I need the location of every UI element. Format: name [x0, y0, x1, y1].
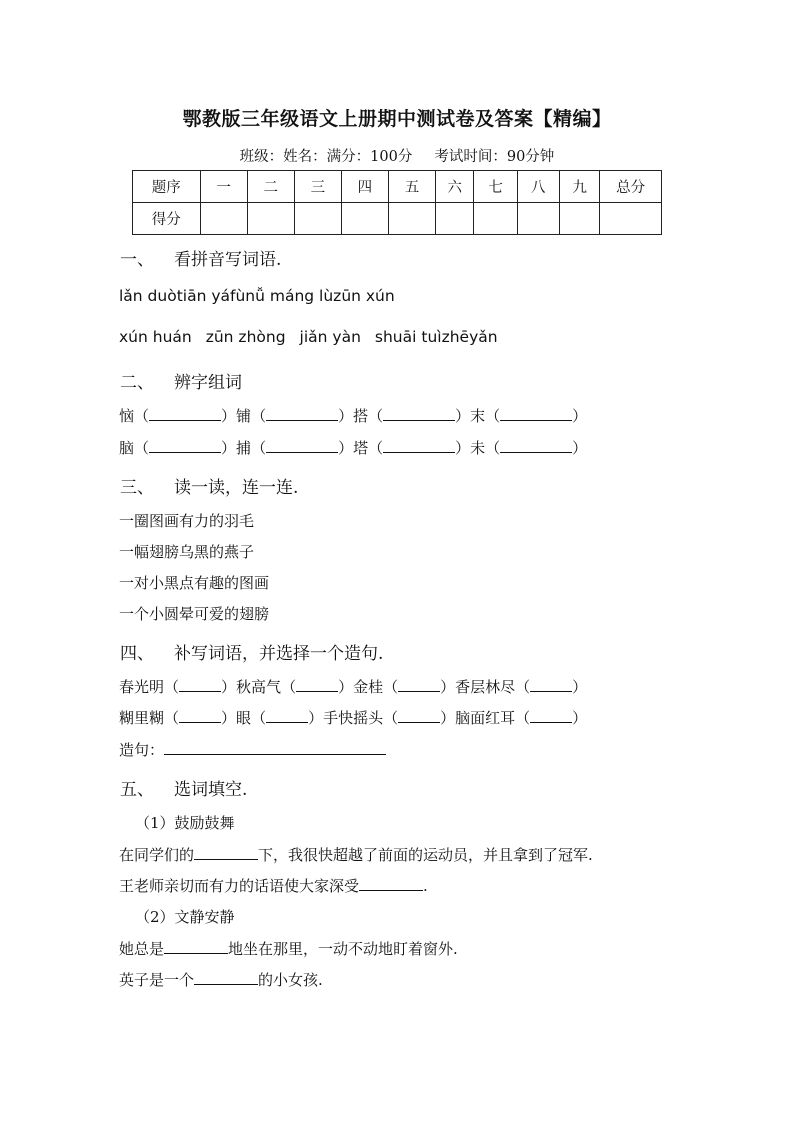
page-title: 鄂教版三年级语文上册期中测试卷及答案【精编】: [182, 108, 612, 130]
sentence-text: .: [423, 877, 428, 895]
answer-blank[interactable]: [359, 889, 423, 891]
answer-blank[interactable]: [500, 451, 572, 453]
paren: （: [251, 439, 267, 457]
answer-blank[interactable]: [530, 690, 572, 692]
idiom-part: 春光明: [119, 678, 165, 696]
row-label-cell: 得分: [133, 203, 201, 235]
section-title: 看拼音写词语.: [174, 250, 282, 270]
idiom-part: 眼: [236, 709, 252, 727]
sentence-text: 地坐在那里，一动不动地盯着窗外.: [228, 940, 458, 958]
idiom-part: 糊里糊: [119, 709, 165, 727]
paren: ）: [455, 439, 471, 457]
fill-sentence: [119, 844, 593, 865]
idiom-row-1: [119, 676, 587, 697]
paren: （: [368, 407, 384, 425]
section-number: 二、: [120, 373, 154, 393]
idiom-part: 秋高气: [236, 678, 282, 696]
section-5-heading: [120, 775, 247, 800]
paren: （: [164, 678, 180, 696]
paren: （: [251, 407, 267, 425]
paren: （: [485, 439, 501, 457]
header-cell: 四: [341, 171, 388, 203]
sentence-text: 王老师亲切而有力的话语使大家深受: [119, 877, 360, 895]
pinyin-line-1: lǎn duòtiān yáfùnǚ máng lùzūn xún: [119, 287, 395, 305]
section-title: 辨字组词: [174, 373, 242, 393]
answer-blank[interactable]: [383, 451, 455, 453]
character: 脑: [119, 439, 135, 457]
paren: （: [134, 407, 150, 425]
section-title: 补写词语，并选择一个造句.: [174, 644, 384, 664]
answer-blank[interactable]: [266, 721, 308, 723]
match-line: 一圈图画有力的羽毛: [119, 512, 255, 530]
class-name-score-info: 班级：姓名：满分：100分: [239, 149, 413, 165]
score-cell[interactable]: [600, 203, 662, 235]
answer-blank[interactable]: [179, 690, 221, 692]
sentence-row: [119, 739, 386, 760]
paren: ）: [221, 439, 237, 457]
match-line: 一幅翅膀乌黑的燕子: [119, 543, 255, 561]
sentence-text: 的小女孩.: [258, 971, 323, 989]
score-table-score-row: [133, 203, 662, 235]
character: 塔: [353, 439, 369, 457]
match-line: 一对小黑点有趣的图画: [119, 574, 270, 592]
answer-blank[interactable]: [194, 983, 258, 985]
answer-blank[interactable]: [149, 451, 221, 453]
section-3-heading: [120, 473, 298, 498]
paren: （: [281, 678, 297, 696]
sentence-label: 造句：: [119, 741, 165, 759]
answer-blank[interactable]: [398, 721, 440, 723]
score-cell[interactable]: [247, 203, 294, 235]
score-cell[interactable]: [559, 203, 599, 235]
section-title: 读一读，连一连.: [174, 478, 299, 498]
answer-blank[interactable]: [530, 721, 572, 723]
group-2-label: （2）文静安静: [135, 908, 235, 926]
fill-sentence: [119, 875, 428, 896]
score-table: [132, 170, 662, 235]
pinyin-word: xún huán: [119, 328, 192, 346]
score-cell[interactable]: [341, 203, 388, 235]
word-group-row-2: [119, 437, 587, 458]
paren: （: [164, 709, 180, 727]
section-number: 三、: [120, 478, 154, 498]
paren: ）: [338, 407, 354, 425]
paren: （: [515, 709, 531, 727]
answer-blank[interactable]: [194, 858, 258, 860]
paren: （: [134, 439, 150, 457]
sentence-text: 下，我很快超越了前面的运动员，并且拿到了冠军.: [258, 846, 593, 864]
paren: （: [485, 407, 501, 425]
score-cell[interactable]: [517, 203, 559, 235]
answer-blank[interactable]: [500, 419, 572, 421]
header-cell: 九: [559, 171, 599, 203]
score-cell[interactable]: [388, 203, 435, 235]
sentence-text: 在同学们的: [119, 846, 195, 864]
character: 末: [470, 407, 486, 425]
idiom-part: 金桂: [353, 678, 384, 696]
section-title: 选词填空.: [174, 780, 248, 800]
header-cell: 六: [436, 171, 474, 203]
answer-blank[interactable]: [296, 690, 338, 692]
paren: ）: [338, 439, 354, 457]
section-4-heading: [120, 639, 383, 664]
paren: （: [251, 709, 267, 727]
paren: （: [368, 439, 384, 457]
character: 铺: [236, 407, 252, 425]
score-cell[interactable]: [294, 203, 341, 235]
answer-blank[interactable]: [398, 690, 440, 692]
character: 搭: [353, 407, 369, 425]
answer-blank[interactable]: [164, 952, 228, 954]
pinyin-word: shuāi tuìzhēyǎn: [374, 328, 498, 346]
paren: ）: [221, 709, 237, 727]
exam-info: [0, 145, 794, 166]
section-number: 四、: [120, 644, 154, 664]
idiom-part: 手快摇头: [323, 709, 384, 727]
header-cell: 八: [517, 171, 559, 203]
match-line: 一个小圆晕可爱的翅膀: [119, 605, 270, 623]
idiom-part: 香层林尽: [455, 678, 516, 696]
paren: （: [383, 709, 399, 727]
character: 未: [470, 439, 486, 457]
section-number: 五、: [120, 780, 154, 800]
paren: ）: [572, 407, 588, 425]
character: 捕: [236, 439, 252, 457]
answer-blank[interactable]: [179, 721, 221, 723]
paren: ）: [572, 439, 588, 457]
score-cell[interactable]: [200, 203, 247, 235]
sentence-text: 英子是一个: [119, 971, 195, 989]
paren: ）: [221, 407, 237, 425]
header-cell: 三: [294, 171, 341, 203]
character: 恼: [119, 407, 135, 425]
header-cell: 七: [474, 171, 517, 203]
paren: （: [515, 678, 531, 696]
idiom-part: 脑面红耳: [455, 709, 516, 727]
score-cell[interactable]: [474, 203, 517, 235]
paren: （: [383, 678, 399, 696]
paren: ）: [440, 709, 456, 727]
answer-blank[interactable]: [149, 419, 221, 421]
pinyin-word: zūn zhòng: [205, 328, 286, 346]
answer-blank[interactable]: [383, 419, 455, 421]
header-cell: 五: [388, 171, 435, 203]
exam-time-info: 考试时间：90分钟: [434, 149, 555, 165]
paren: ）: [338, 678, 354, 696]
group-1-label: （1）鼓励鼓舞: [135, 814, 235, 832]
section-1-heading: [120, 245, 281, 270]
section-2-heading: [120, 368, 242, 393]
answer-blank[interactable]: [266, 419, 338, 421]
sentence-text: 她总是: [119, 940, 165, 958]
paren: ）: [572, 678, 588, 696]
pinyin-line-2: [119, 328, 498, 346]
score-cell[interactable]: [436, 203, 474, 235]
paren: ）: [308, 709, 324, 727]
pinyin-word: jiǎn yàn: [299, 328, 361, 346]
header-cell: 二: [247, 171, 294, 203]
answer-blank[interactable]: [266, 451, 338, 453]
fill-sentence: [119, 938, 458, 959]
score-table-header-row: [133, 171, 662, 203]
header-cell: 题序: [133, 171, 201, 203]
paren: ）: [221, 678, 237, 696]
paren: ）: [572, 709, 588, 727]
header-cell: 总分: [600, 171, 662, 203]
paren: ）: [455, 407, 471, 425]
section-number: 一、: [120, 250, 154, 270]
header-cell: 一: [200, 171, 247, 203]
sentence-blank[interactable]: [164, 753, 386, 755]
paren: ）: [440, 678, 456, 696]
idiom-row-2: [119, 707, 587, 728]
fill-sentence: [119, 969, 323, 990]
word-group-row-1: [119, 405, 587, 426]
